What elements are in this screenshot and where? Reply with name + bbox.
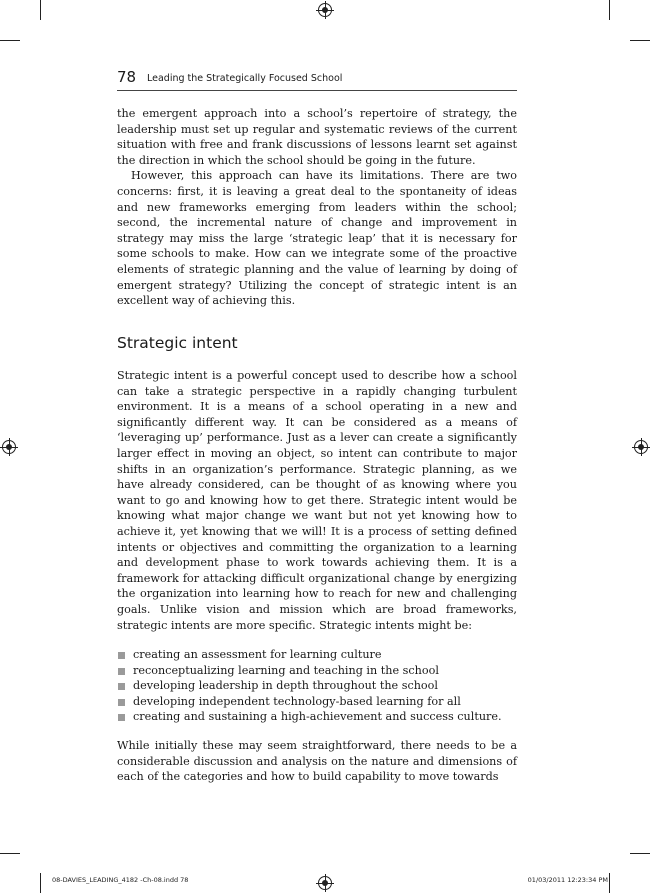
registration-mark-icon xyxy=(634,440,648,454)
crop-mark xyxy=(0,40,20,41)
body-text-section xyxy=(117,368,517,633)
crop-mark xyxy=(630,853,650,854)
footer-file-name: 08-DAVIES_LEADING_4182 -Ch-08.indd 78 xyxy=(52,876,189,884)
paragraph: the emergent approach into a school’s repertoire of strategy, the leadership must set up regular and systematic reviews of the current situation with free and frank discussions of lessons learnt set against the direction in which the school should be going in the future. xyxy=(117,107,517,167)
square-bullet-icon xyxy=(118,668,125,675)
list-item-text: creating and sustaining a high-achievement and success culture. xyxy=(133,710,502,724)
registration-mark-icon xyxy=(318,876,332,890)
registration-mark-icon xyxy=(2,440,16,454)
paragraph: Strategic intent is a powerful concept used to describe how a school can take a strategic perspective in a rapidly changing turbulent environment. It is a means of a school operating in a new and significantly different way. It can be considered as a means of ‘leveraging up’ performance. Just as a lever can create a significantly larger effect in moving an object, so intent can contribute to major shifts in an organization’s performance. Strategic planning, as we have already considered, can be thought of as knowing where you want to go and knowing how to get there. Strategic intent would be knowing what major change we want but not yet knowing how to achieve it, yet knowing that we will! It is a process of setting defined intents or objectives and committing the organization to a learning and development phase to work towards achieving them. It is a framework for attacking difficult organizational change by energizing the organization into learning how to reach for new and challenging goals. Unlike vision and mission which are broad frameworks, strategic intents are more specific. Strategic intents might be: xyxy=(117,369,517,632)
square-bullet-icon xyxy=(118,652,125,659)
square-bullet-icon xyxy=(118,714,125,721)
bullet-list xyxy=(117,647,517,725)
registration-mark-icon xyxy=(318,3,332,17)
running-title: Leading the Strategically Focused School xyxy=(147,73,343,84)
section-heading: Strategic intent xyxy=(117,334,238,352)
square-bullet-icon xyxy=(118,683,125,690)
crop-mark xyxy=(40,0,41,20)
list-item xyxy=(117,678,517,694)
footer-timestamp: 01/03/2011 12:23:34 PM xyxy=(527,876,608,884)
crop-mark xyxy=(609,0,610,20)
page-number: 78 xyxy=(117,68,137,86)
list-item-text: reconceptualizing learning and teaching in the school xyxy=(133,663,439,677)
list-item xyxy=(117,647,517,663)
crop-mark xyxy=(0,853,20,854)
crop-mark xyxy=(40,873,41,893)
list-item xyxy=(117,663,517,679)
body-text-closing xyxy=(117,738,517,785)
paragraph: However, this approach can have its limitations. There are two concerns: first, it is leaving a great deal to the spontaneity of ideas and new frameworks emerging from leaders within the school; second, the incremental nature of change and improvement in strategy may miss the large ‘strategic leap’ that it is necessary for some schools to make. How can we integrate some of the proactive elements of strategic planning and the value of learning by doing of emergent strategy? Utilizing the concept of strategic intent is an excellent way of achieving this. xyxy=(117,169,517,308)
crop-mark xyxy=(609,873,610,893)
list-item-text: developing leadership in depth throughout the school xyxy=(133,679,438,693)
crop-mark xyxy=(630,40,650,41)
square-bullet-icon xyxy=(118,699,125,706)
running-header xyxy=(117,68,517,91)
list-item-text: developing independent technology-based learning for all xyxy=(133,694,461,708)
list-item xyxy=(117,709,517,725)
body-text-top xyxy=(117,106,517,309)
list-item-text: creating an assessment for learning culture xyxy=(133,648,382,661)
paragraph: While initially these may seem straightforward, there needs to be a considerable discussion and analysis on the nature and dimensions of each of the categories and how to build capability to move towards xyxy=(117,739,517,784)
list-item xyxy=(117,694,517,710)
